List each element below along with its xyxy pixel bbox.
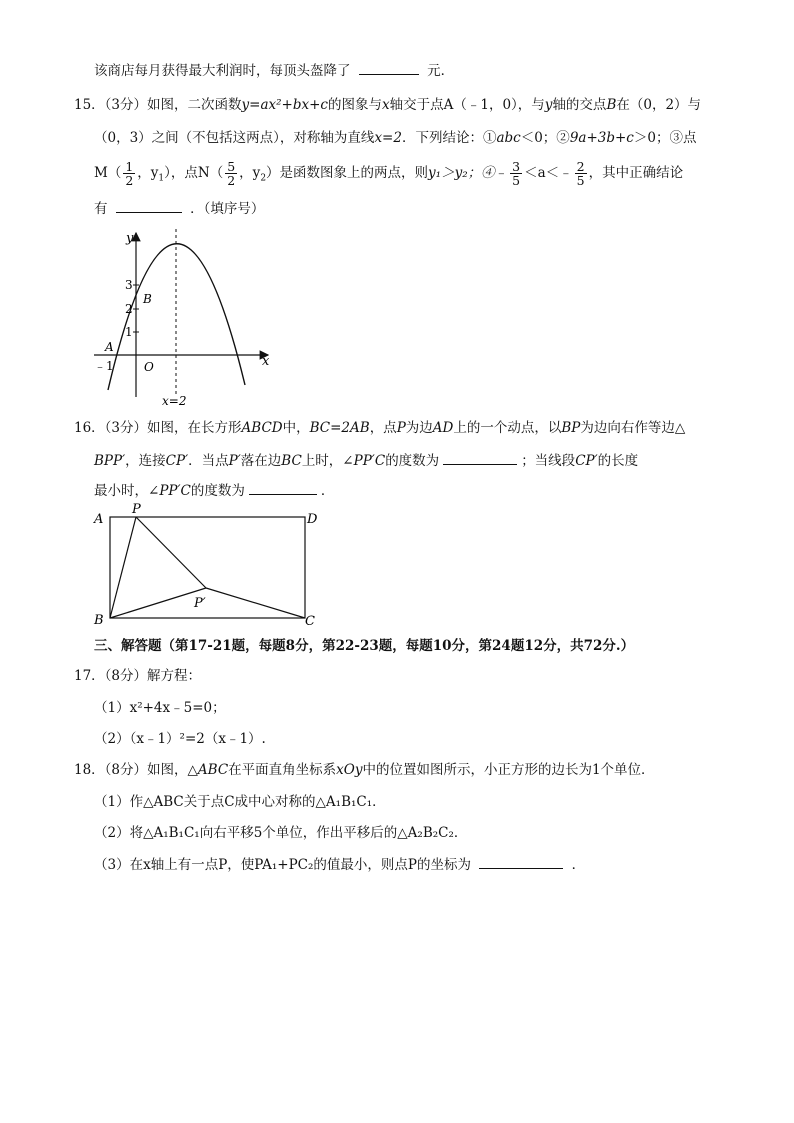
segment-cpp — [206, 588, 305, 618]
q14-answer-blank[interactable] — [359, 60, 419, 75]
segment-ppp — [136, 517, 206, 588]
q16-text: ．当点 — [188, 453, 229, 469]
q15-frac-2 — [225, 160, 237, 187]
q16-text: ． — [320, 483, 335, 499]
q15-line-2 — [94, 128, 696, 148]
q16-text: 的度数为 — [385, 453, 440, 469]
q16-text: 为边向右作等边△ — [580, 420, 686, 436]
frac-den: 2 — [125, 173, 134, 188]
q16-rectangle-figure — [88, 500, 328, 635]
q15-text: 如图，二次函数 — [147, 97, 242, 113]
q18-text: （3）在x轴上有一点P，使PA₁+PC₂的值最小，则点P的坐标为 — [94, 857, 472, 873]
q15-text: ，其中正确结论 — [588, 165, 684, 181]
q15-text: ，y — [137, 165, 159, 181]
q14-tail-text: 该商店每月获得最大利润时，每顶头盔降了 — [94, 63, 351, 79]
q15-var-y: y — [544, 97, 553, 113]
q15-text: 在（0，2）与 — [616, 97, 702, 113]
q16-text: 最小时，∠ — [94, 483, 160, 499]
q15-equation: y=ax²+bx+c — [241, 97, 328, 113]
vertex-b-label: B — [94, 613, 104, 628]
q15-text: 有 — [94, 201, 108, 217]
q18-text: 中的位置如图所示，小正方形的边长为1个单位． — [362, 762, 655, 778]
q16-var: BPP′ — [94, 453, 126, 469]
q18-part-1: （1）作△ABC关于点C成中心对称的△A₁B₁C₁． — [94, 794, 386, 810]
frac-num: 5 — [227, 159, 236, 174]
q18-part-3 — [94, 854, 585, 875]
q15-frac-4 — [575, 160, 587, 187]
q16-text: 为边 — [405, 420, 433, 436]
q17-part-2: （2）（x﹣1）²=2（x﹣1）. — [94, 731, 266, 747]
q15-text: ．（填序号） — [190, 201, 265, 217]
q15-text: （0，3）之间（不包括这两点），对称轴为直线 — [94, 130, 375, 146]
q18-text: ． — [571, 857, 586, 873]
frac-den: 5 — [512, 173, 521, 188]
q15-line-4 — [94, 198, 264, 219]
q15-ineq: y₁＞y₂；④ — [428, 165, 495, 181]
q15-expr: 9a+3b+c — [569, 130, 634, 146]
vertex-p-label: P — [132, 502, 141, 517]
q15-abc: abc — [496, 130, 521, 146]
rectangle-abcd — [110, 517, 305, 618]
q18-text: 在平面直角坐标系 — [228, 762, 337, 778]
q15-frac-1 — [123, 160, 135, 187]
q16-text: 中， — [282, 420, 310, 436]
q16-line-1 — [74, 418, 685, 438]
q16-text: 的度数为 — [190, 483, 245, 499]
q16-var: AD — [432, 420, 454, 436]
q18-line-1 — [74, 760, 655, 780]
q15-line-3 — [94, 158, 683, 194]
q15-parabola-graph — [90, 225, 280, 410]
q15-sub: 2 — [260, 173, 267, 184]
q17-title: 17．（8分）解方程： — [74, 668, 202, 684]
q15-text: 的图象与 — [327, 97, 382, 113]
tick-label-2: 2 — [125, 302, 133, 316]
q15-number: 15．（3分） — [74, 97, 148, 113]
q15-axis-eq: x=2 — [374, 130, 402, 146]
q15-frac-3 — [510, 160, 522, 187]
tick-label-3: 3 — [125, 278, 133, 292]
q15-text: ）是函数图象上的两点，则 — [266, 165, 429, 181]
q15-sub: 1 — [158, 173, 165, 184]
q15-text: A（﹣1，0），与 — [443, 97, 545, 113]
x-axis-label: x — [262, 354, 270, 369]
q16-var: CP′ — [575, 453, 598, 469]
frac-num: 3 — [512, 159, 521, 174]
q18-part-2: （2）将△A₁B₁C₁向右平移5个单位，作出平移后的△A₂B₂C₂． — [94, 825, 468, 841]
q16-var: PP′C — [159, 483, 191, 499]
q16-var: CP′ — [165, 453, 189, 469]
vertex-a-label: A — [94, 512, 104, 527]
q15-text: 轴的交点 — [552, 97, 607, 113]
q16-var: BC=2AB — [309, 420, 370, 436]
symmetry-axis-label: x=2 — [162, 394, 187, 408]
q15-var-b: B — [606, 97, 617, 113]
frac-num: 1 — [125, 159, 134, 174]
q16-line-2 — [94, 450, 638, 471]
point-b-label: B — [143, 292, 152, 306]
q16-var: BC — [281, 453, 302, 469]
q16-answer-blank-1[interactable] — [443, 450, 517, 465]
segment-bpp — [110, 588, 206, 618]
vertex-d-label: D — [307, 512, 318, 527]
q16-text: ；当线段 — [521, 453, 576, 469]
segment-bp — [110, 517, 136, 618]
vertex-c-label: C — [305, 614, 315, 629]
origin-label: O — [144, 360, 154, 374]
q16-text: 如图，在长方形 — [147, 420, 242, 436]
q15-answer-blank[interactable] — [116, 198, 182, 213]
point-a-label: A — [105, 340, 114, 354]
q15-text: ＜0；② — [520, 130, 570, 146]
q15-var-x: x — [381, 97, 390, 113]
q16-var: BP — [561, 420, 581, 436]
vertex-pprime-label: P′ — [194, 596, 206, 611]
q18-number: 18．（8分）如图，△ — [74, 762, 198, 778]
q14-tail-line — [94, 60, 454, 81]
q16-var: P — [396, 420, 406, 436]
tick-label-1: 1 — [125, 325, 133, 339]
frac-den: 5 — [576, 173, 585, 188]
q17-part-1: （1）x²+4x﹣5=0； — [94, 700, 226, 716]
q18-var: ABC — [197, 762, 229, 778]
q16-answer-blank-2[interactable] — [249, 480, 317, 495]
q16-text: 上的一个动点，以 — [453, 420, 562, 436]
q15-text: M（ — [94, 165, 122, 181]
q15-text: ），点N（ — [164, 165, 224, 181]
frac-den: 2 — [227, 173, 236, 188]
y-axis-label: y — [126, 231, 134, 246]
q15-text: ＜a＜﹣ — [524, 165, 573, 181]
section-3-heading: 三、解答题（第17-21题，每题8分，第22-23题，每题10分，第24题12分，共72分.） — [94, 638, 635, 654]
q15-text: ＞0；③点 — [633, 130, 697, 146]
q16-var: PP′C — [353, 453, 386, 469]
q15-text: ，y — [239, 165, 261, 181]
q14-unit: 元． — [427, 63, 455, 79]
q18-answer-blank[interactable] — [479, 854, 563, 869]
q16-text: ，点 — [369, 420, 397, 436]
q16-text: 落在边 — [240, 453, 282, 469]
q16-text: 上时，∠ — [301, 453, 354, 469]
q16-text: 的长度 — [597, 453, 639, 469]
q15-text: ．下列结论：① — [401, 130, 497, 146]
q15-text: 轴交于点 — [389, 97, 444, 113]
q15-line-1 — [74, 95, 701, 115]
q15-text: ﹣ — [494, 165, 509, 181]
frac-num: 2 — [576, 159, 585, 174]
tick-label-neg1: ﹣1 — [94, 359, 114, 373]
q16-line-3 — [94, 480, 334, 501]
q16-text: ，连接 — [125, 453, 166, 469]
q18-var: xOy — [336, 762, 363, 778]
q16-number: 16．（3分） — [74, 420, 148, 436]
q16-var: P′ — [228, 453, 241, 469]
q16-var: ABCD — [241, 420, 283, 436]
